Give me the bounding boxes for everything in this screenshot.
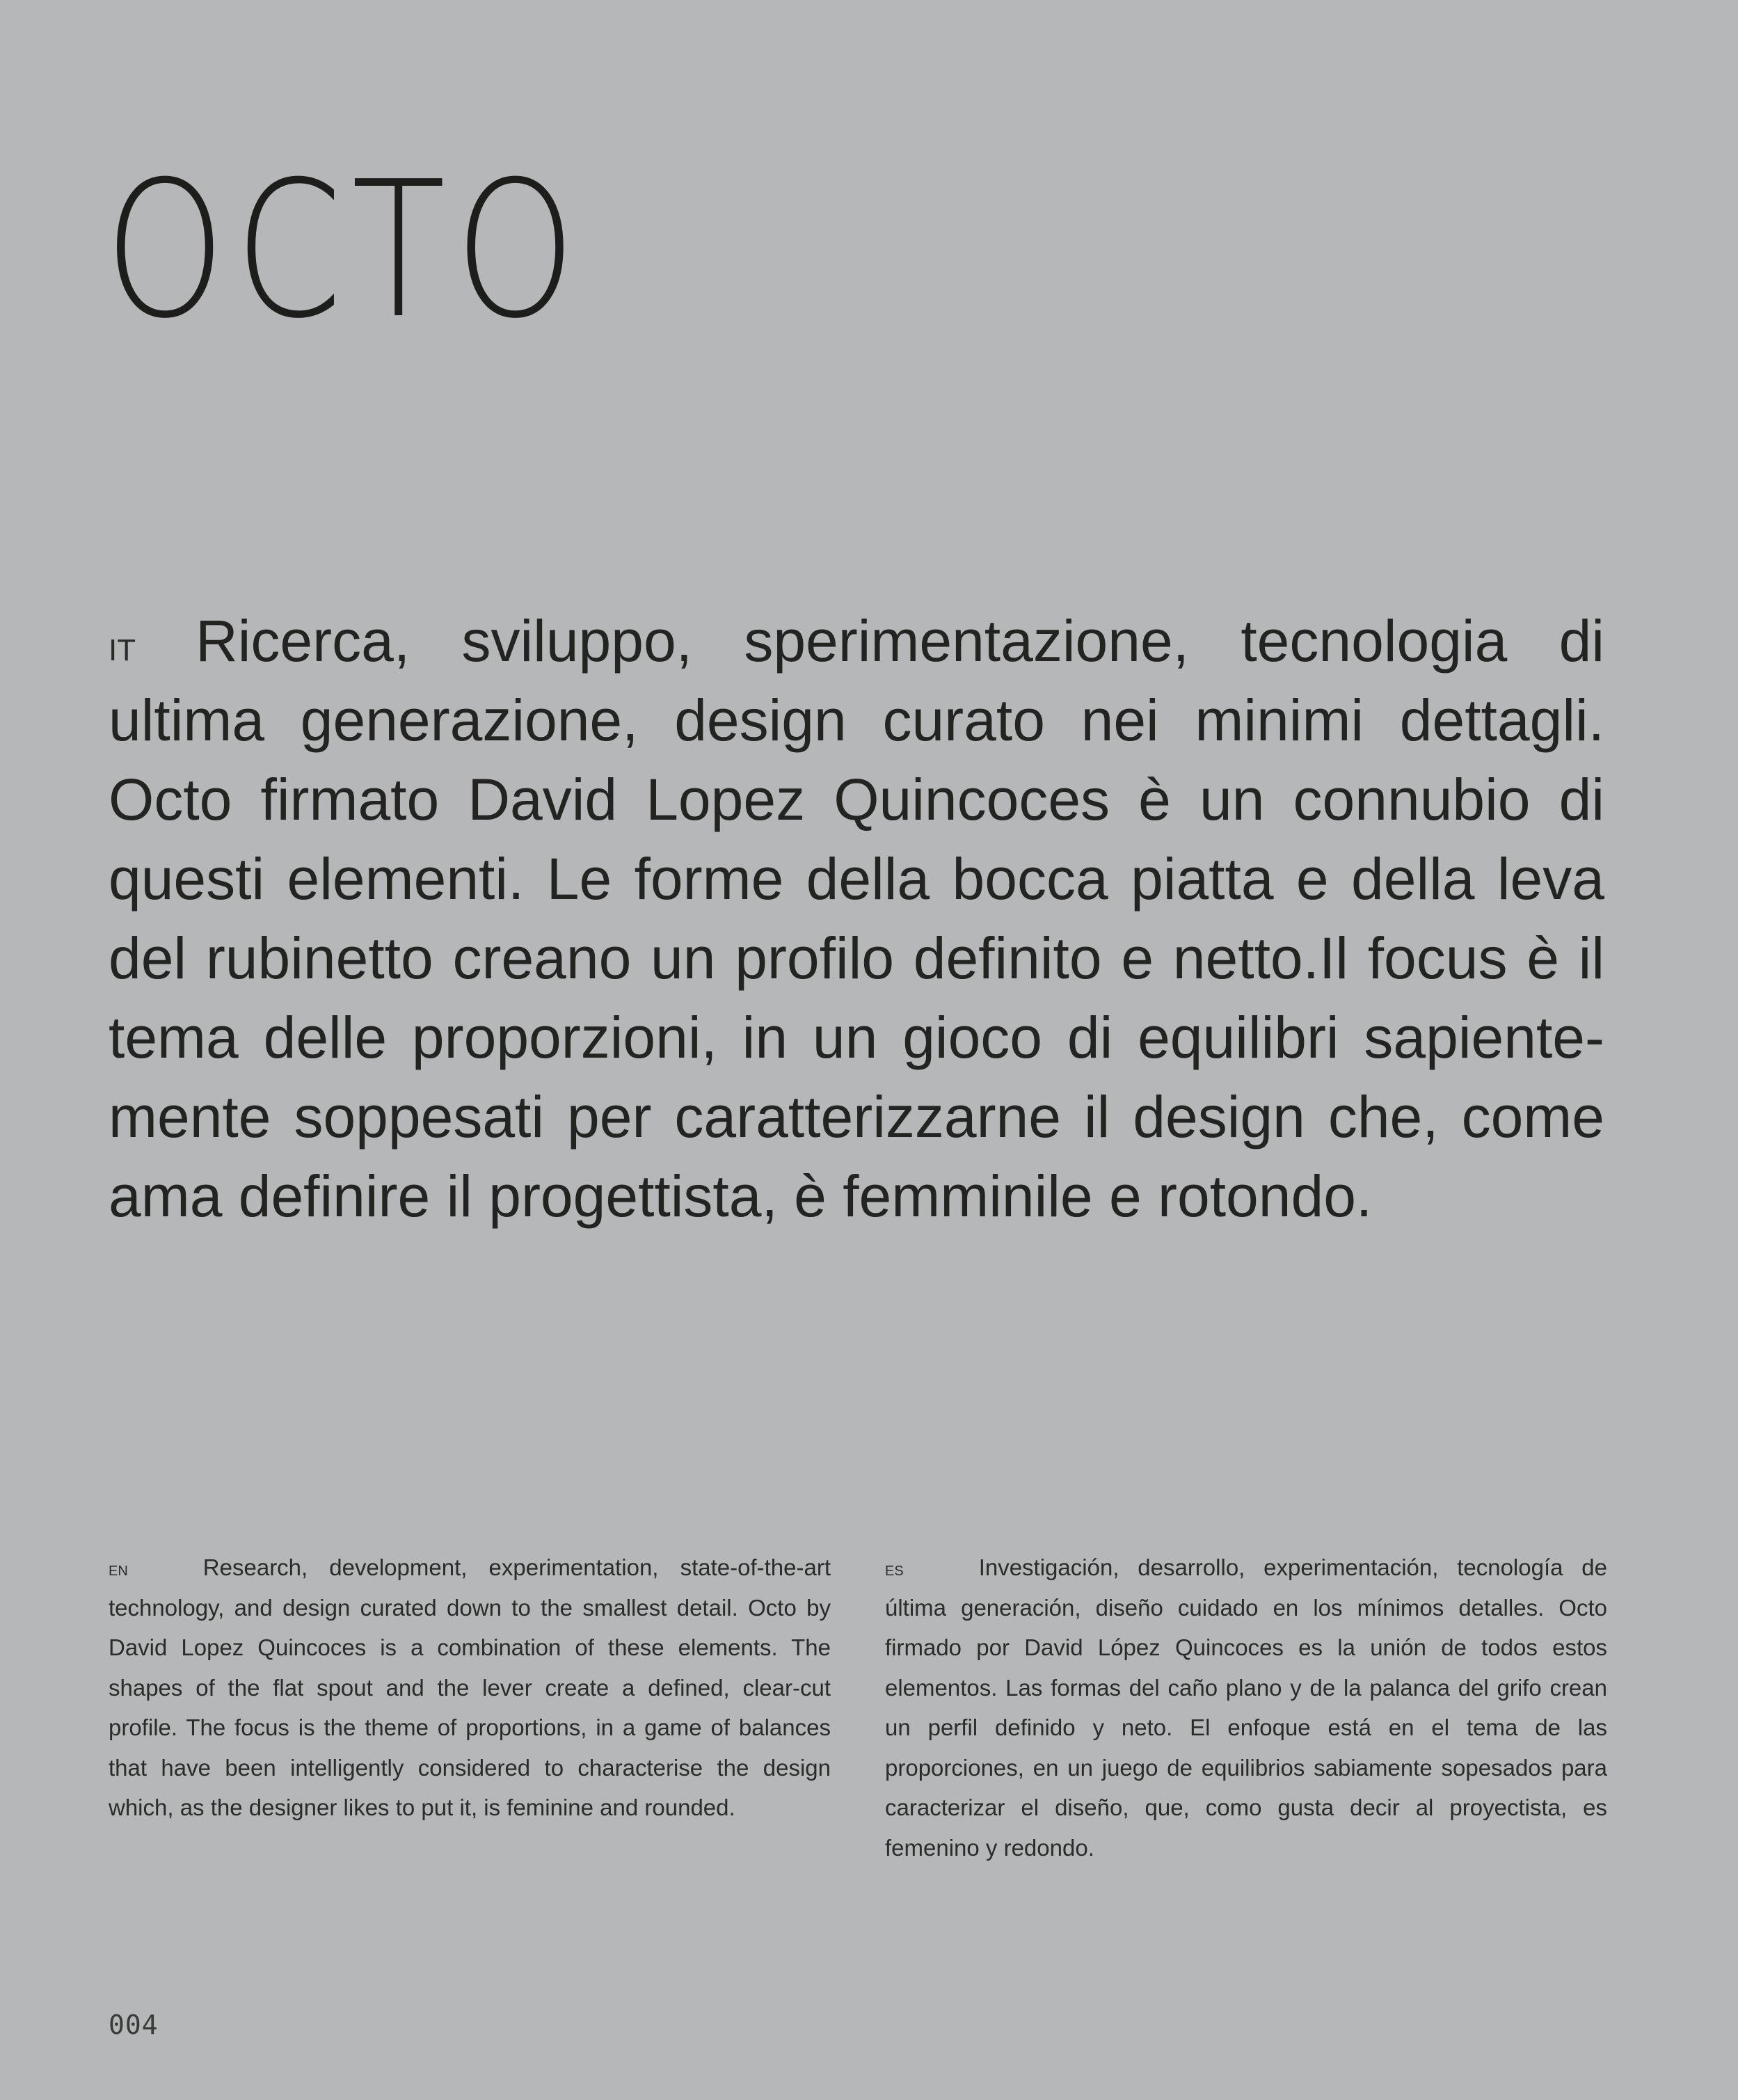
english-paragraph	[109, 1548, 831, 1828]
page-title: OCTO	[104, 141, 585, 360]
english-text: Research, development, experimentation, state-of-the-art technology, and design curated down to the smallest detail. Octo by David Lopez Quincoces is a combination of these elements. The shapes of the flat spout and the lever create a defined, clear-cut profile. The focus is the theme of proportions, in a game of balances that have been intelligently considered to characterise the design which, as the designer likes to put it, is feminine and rounded.	[109, 1554, 831, 1820]
spanish-paragraph	[885, 1548, 1607, 1868]
italian-language-tag: IT	[109, 633, 136, 667]
spanish-text: Investigación, desarrollo, experimentación, tecnología de última generación, diseño cuidado en los mínimos detalles. Octo firmado por David López Quincoces es la unión de todos estos elementos. Las formas del caño plano y de la palanca del grifo crean un perfil definido y neto. El enfoque está en el tema de las proporciones, en un juego de equilibrios sabiamente sopesados para caracterizar el diseño, que, como gusta decir al proyectista, es femenino y redondo.	[885, 1554, 1607, 1861]
italian-paragraph	[109, 601, 1604, 1236]
italian-text: Ricerca, sviluppo, sperimentazione, tecnologia di ultima generazione, design curato nei minimi dettagli. Octo firmato David Lopez Quincoces è un connubio di questi elementi. Le forme della bocca piatta e della leva del rubinetto creano un profilo definito e netto.Il focus è il tema delle proporzioni, in un gioco di equilibri sapientemente soppesati per caratterizzarne il design che, come ama definire il progettista, è femminile e rotondo.	[109, 608, 1604, 1229]
page-number: 004	[109, 2010, 159, 2040]
english-language-tag: EN	[109, 1564, 128, 1579]
spanish-language-tag: ES	[885, 1564, 904, 1579]
